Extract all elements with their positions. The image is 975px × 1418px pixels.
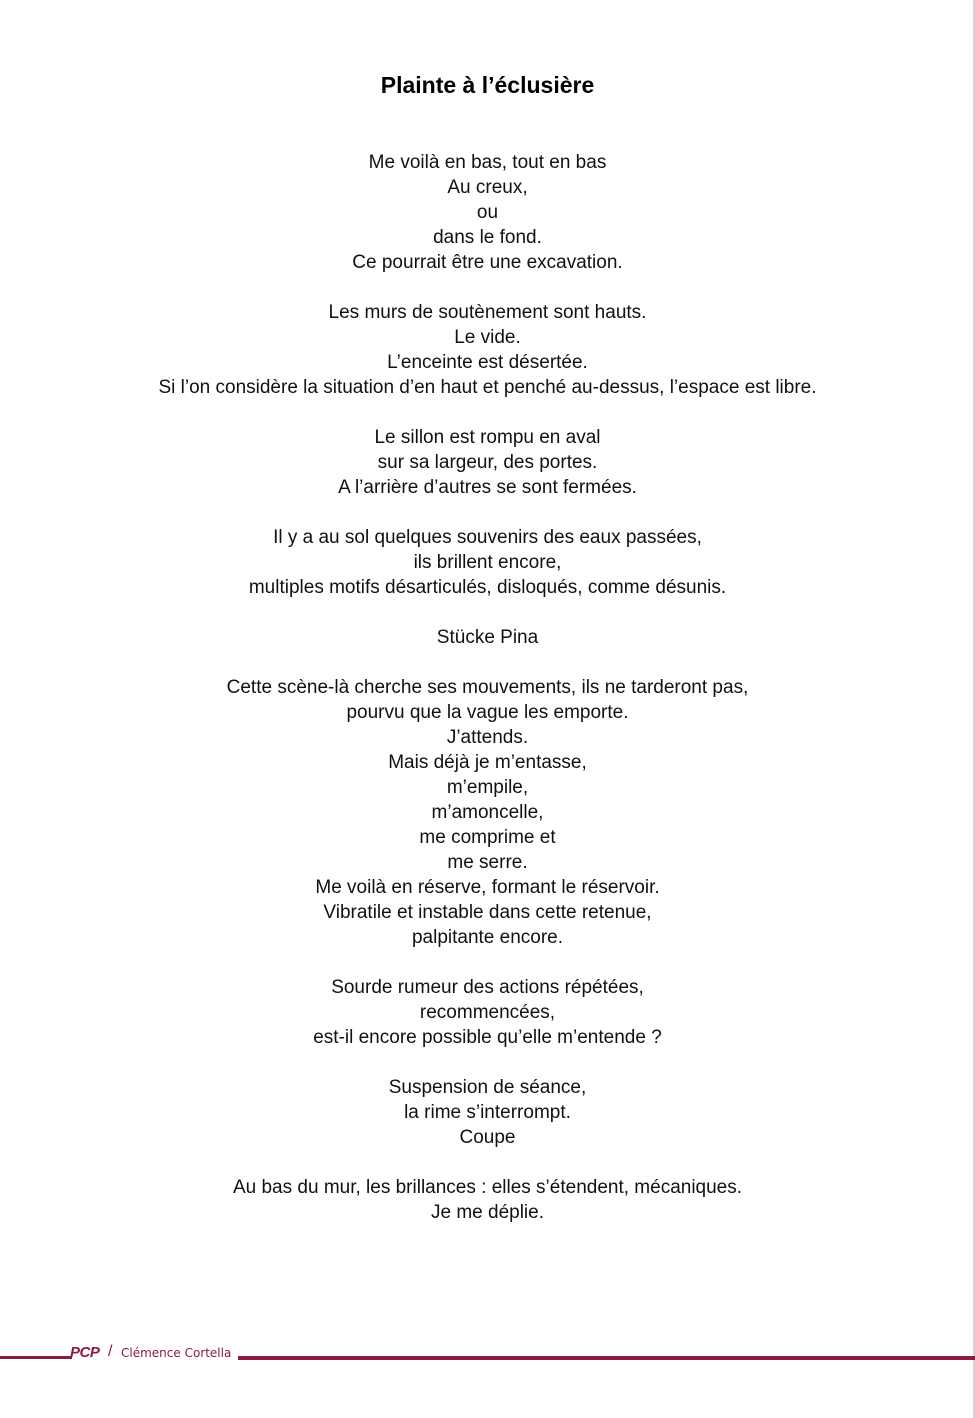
poem-line: Sourde rumeur des actions répétées, [331, 977, 644, 998]
stanza [0, 425, 975, 500]
poem-line: Me voilà en bas, tout en bas [368, 152, 607, 173]
poem-line: Me voilà en réserve, formant le réservoir. [315, 877, 660, 898]
footer-separator: / [108, 1343, 113, 1360]
poem-line: pourvu que la vague les emporte. [346, 702, 629, 723]
poem-line: Au creux, [447, 177, 528, 198]
poem-line: recommencées, [419, 1002, 556, 1023]
author-name: Clémence Cortella [121, 1346, 232, 1360]
stanza [0, 1075, 975, 1150]
stanza [0, 300, 975, 400]
poem-line: Ce pourrait être une excavation. [352, 252, 623, 273]
poem-line: Les murs de soutènement sont hauts. [328, 302, 647, 323]
poem-line: me comprime et [419, 827, 556, 848]
poem-line: multiples motifs désarticulés, disloqués, comme désunis. [248, 577, 727, 598]
poem-title: Plainte à l’éclusière [380, 72, 595, 98]
poem-line: m’empile, [446, 777, 529, 798]
poem-line: sur sa largeur, des portes. [377, 452, 598, 473]
poem-line: Si l’on considère la situation d’en haut et penché au-dessus, l’espace est libre. [158, 377, 817, 398]
poem-line: me serre. [447, 852, 528, 873]
poem-line: Il y a au sol quelques souvenirs des eaux passées, [273, 527, 702, 548]
poem-line: Cette scène-là cherche ses mouvements, ils ne tarderont pas, [226, 677, 749, 698]
poem-line: ils brillent encore, [413, 552, 562, 573]
poem-body [0, 150, 975, 1250]
stanza [0, 975, 975, 1050]
footer-rule-right [238, 1356, 975, 1360]
poem-line: dans le fond. [433, 227, 542, 248]
poem-line: Suspension de séance, [388, 1077, 587, 1098]
stanza [0, 1175, 975, 1225]
poem-line: Coupe [459, 1127, 516, 1148]
poem-line: A l’arrière d’autres se sont fermées. [338, 477, 637, 498]
poem-line: m’amoncelle, [431, 802, 544, 823]
poem-line: L’enceinte est désertée. [387, 352, 588, 373]
poem-line: J’attends. [446, 727, 529, 748]
poem-line: la rime s’interrompt. [404, 1102, 571, 1123]
poem-line: Au bas du mur, les brillances : elles s’étendent, mécaniques. [232, 1177, 743, 1198]
poem-line: Le sillon est rompu en aval [374, 427, 601, 448]
poem-line: Stücke Pina [436, 627, 539, 648]
poem-line: est-il encore possible qu’elle m’entende ? [313, 1027, 662, 1048]
stanza [0, 525, 975, 600]
poem-line: ou [476, 202, 499, 223]
stanza [0, 675, 975, 950]
stanza [0, 150, 975, 275]
publisher-logo: PCP [70, 1344, 100, 1361]
poem-line: Mais déjà je m’entasse, [388, 752, 587, 773]
poem-line: Vibratile et instable dans cette retenue, [323, 902, 652, 923]
poem-line: Je me déplie. [430, 1202, 544, 1223]
poem-line: Le vide. [454, 327, 521, 348]
stanza [0, 625, 975, 650]
page-footer [0, 1340, 975, 1370]
footer-rule-left [0, 1356, 72, 1359]
poem-line: palpitante encore. [411, 927, 564, 948]
